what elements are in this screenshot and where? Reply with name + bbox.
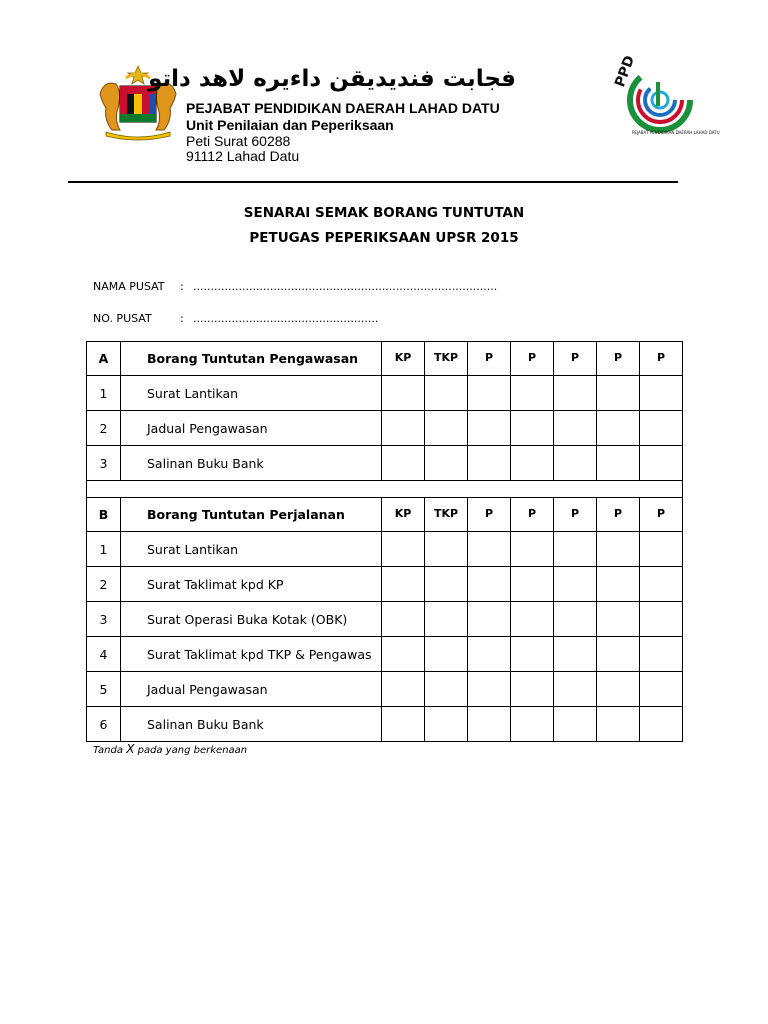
unit-name: Unit Penilaian dan Peperiksaan: [186, 117, 394, 133]
document-title-line-2: PETUGAS PEPERIKSAAN UPSR 2015: [249, 230, 519, 246]
row-number: 6: [87, 707, 121, 742]
document-title-line-1: SENARAI SEMAK BORANG TUNTUTAN: [243, 205, 525, 221]
check-cell[interactable]: [511, 637, 554, 672]
check-cell[interactable]: [511, 567, 554, 602]
table-row: [87, 637, 683, 672]
column-header-tkp: TKP: [425, 498, 468, 532]
check-cell[interactable]: [425, 532, 468, 567]
column-header-tkp: TKP: [425, 342, 468, 376]
check-cell[interactable]: [468, 446, 511, 481]
check-cell[interactable]: [425, 446, 468, 481]
section-b-code: B: [87, 498, 121, 532]
column-header-p: P: [554, 498, 597, 532]
check-cell[interactable]: [425, 376, 468, 411]
ppd-logo: [612, 53, 720, 140]
checklist-table: [86, 341, 683, 742]
header-divider: [68, 181, 678, 183]
check-cell[interactable]: [597, 532, 640, 567]
address-line-1: Peti Surat 60288: [186, 133, 291, 149]
check-cell[interactable]: [382, 446, 425, 481]
check-cell[interactable]: [382, 602, 425, 637]
row-number: 3: [87, 602, 121, 637]
row-item: Surat Lantikan: [121, 532, 382, 567]
column-header-p: P: [468, 498, 511, 532]
check-cell[interactable]: [511, 411, 554, 446]
row-item: Jadual Pengawasan: [121, 672, 382, 707]
nama-pusat-blank[interactable]: .......................................................................................: [193, 280, 498, 293]
table-row: [87, 672, 683, 707]
column-header-p: P: [597, 498, 640, 532]
row-number: 5: [87, 672, 121, 707]
column-header-p: P: [511, 342, 554, 376]
check-cell[interactable]: [554, 672, 597, 707]
check-cell[interactable]: [554, 446, 597, 481]
check-cell[interactable]: [425, 637, 468, 672]
section-b-header-row: [87, 498, 683, 532]
check-cell[interactable]: [468, 532, 511, 567]
section-a-title: Borang Tuntutan Pengawasan: [121, 342, 382, 376]
check-cell[interactable]: [511, 707, 554, 742]
check-cell[interactable]: [597, 376, 640, 411]
check-cell[interactable]: [468, 602, 511, 637]
check-cell[interactable]: [425, 411, 468, 446]
column-header-kp: KP: [382, 342, 425, 376]
separator-cell: [87, 481, 683, 498]
check-cell[interactable]: [554, 532, 597, 567]
jawi-title: فجابت فنديديقن داءيره لاهد داتو: [148, 66, 516, 92]
check-cell[interactable]: [554, 411, 597, 446]
section-b-title: Borang Tuntutan Perjalanan: [121, 498, 382, 532]
no-pusat-label: NO. PUSAT: [93, 312, 152, 325]
column-header-p: P: [511, 498, 554, 532]
section-a-code: A: [87, 342, 121, 376]
column-header-p: P: [468, 342, 511, 376]
check-cell[interactable]: [425, 602, 468, 637]
table-row: [87, 532, 683, 567]
check-cell[interactable]: [640, 637, 683, 672]
check-cell[interactable]: [640, 446, 683, 481]
no-pusat-field[interactable]: [93, 312, 378, 325]
row-item: Jadual Pengawasan: [121, 411, 382, 446]
check-cell[interactable]: [554, 707, 597, 742]
check-cell[interactable]: [511, 672, 554, 707]
check-cell[interactable]: [511, 532, 554, 567]
table-row: [87, 411, 683, 446]
check-cell[interactable]: [597, 567, 640, 602]
footnote-before: Tanda: [93, 745, 127, 756]
check-cell[interactable]: [597, 637, 640, 672]
check-cell[interactable]: [597, 672, 640, 707]
row-number: 3: [87, 446, 121, 481]
table-row: [87, 446, 683, 481]
table-row: [87, 707, 683, 742]
check-cell[interactable]: [640, 672, 683, 707]
row-number: 2: [87, 567, 121, 602]
row-item: Surat Taklimat kpd KP: [121, 567, 382, 602]
section-a-header-row: [87, 342, 683, 376]
check-cell[interactable]: [382, 707, 425, 742]
row-item: Salinan Buku Bank: [121, 707, 382, 742]
check-cell[interactable]: [382, 637, 425, 672]
column-header-p: P: [554, 342, 597, 376]
check-cell[interactable]: [468, 411, 511, 446]
column-header-p: P: [597, 342, 640, 376]
office-name: PEJABAT PENDIDIKAN DAERAH LAHAD DATU: [186, 100, 500, 116]
check-cell[interactable]: [425, 707, 468, 742]
ppd-logo-caption: PEJABAT PENDIDIKAN DAERAH LAHAD DATU: [632, 130, 720, 135]
column-header-kp: KP: [382, 498, 425, 532]
check-cell[interactable]: [511, 376, 554, 411]
check-cell[interactable]: [597, 446, 640, 481]
check-cell[interactable]: [382, 376, 425, 411]
footnote: [93, 742, 247, 756]
table-row: [87, 567, 683, 602]
check-cell[interactable]: [425, 672, 468, 707]
nama-pusat-colon: :: [180, 280, 184, 293]
check-cell[interactable]: [425, 567, 468, 602]
check-cell[interactable]: [468, 707, 511, 742]
check-cell[interactable]: [382, 532, 425, 567]
column-header-p: P: [640, 498, 683, 532]
ppd-logo-initials: PPD: [612, 53, 639, 90]
row-number: 1: [87, 532, 121, 567]
row-item: Salinan Buku Bank: [121, 446, 382, 481]
check-cell[interactable]: [640, 707, 683, 742]
column-header-p: P: [640, 342, 683, 376]
check-cell[interactable]: [640, 411, 683, 446]
check-cell[interactable]: [640, 532, 683, 567]
nama-pusat-label: NAMA PUSAT: [93, 280, 165, 293]
row-item: Surat Taklimat kpd TKP & Pengawas: [121, 637, 382, 672]
row-item: Surat Lantikan: [121, 376, 382, 411]
table-row: [87, 602, 683, 637]
check-cell[interactable]: [597, 707, 640, 742]
no-pusat-blank[interactable]: .....................................................: [193, 312, 379, 325]
check-cell[interactable]: [382, 411, 425, 446]
check-cell[interactable]: [640, 376, 683, 411]
check-cell[interactable]: [597, 602, 640, 637]
check-cell[interactable]: [554, 376, 597, 411]
check-cell[interactable]: [468, 672, 511, 707]
check-cell[interactable]: [468, 376, 511, 411]
check-cell[interactable]: [597, 411, 640, 446]
row-number: 2: [87, 411, 121, 446]
table-row: [87, 376, 683, 411]
footnote-after: pada yang berkenaan: [134, 745, 248, 756]
check-cell[interactable]: [554, 602, 597, 637]
row-number: 1: [87, 376, 121, 411]
check-cell[interactable]: [468, 567, 511, 602]
nama-pusat-field[interactable]: [93, 280, 497, 293]
check-cell[interactable]: [382, 567, 425, 602]
check-cell[interactable]: [640, 602, 683, 637]
check-cell[interactable]: [382, 672, 425, 707]
check-cell[interactable]: [640, 567, 683, 602]
section-separator-row: [87, 481, 683, 498]
check-cell[interactable]: [554, 567, 597, 602]
check-cell[interactable]: [468, 637, 511, 672]
footnote-mark: X: [126, 742, 135, 756]
check-cell[interactable]: [511, 446, 554, 481]
check-cell[interactable]: [554, 637, 597, 672]
row-number: 4: [87, 637, 121, 672]
address-line-2: 91112 Lahad Datu: [186, 148, 300, 164]
check-cell[interactable]: [511, 602, 554, 637]
row-item: Surat Operasi Buka Kotak (OBK): [121, 602, 382, 637]
no-pusat-colon: :: [180, 312, 184, 325]
